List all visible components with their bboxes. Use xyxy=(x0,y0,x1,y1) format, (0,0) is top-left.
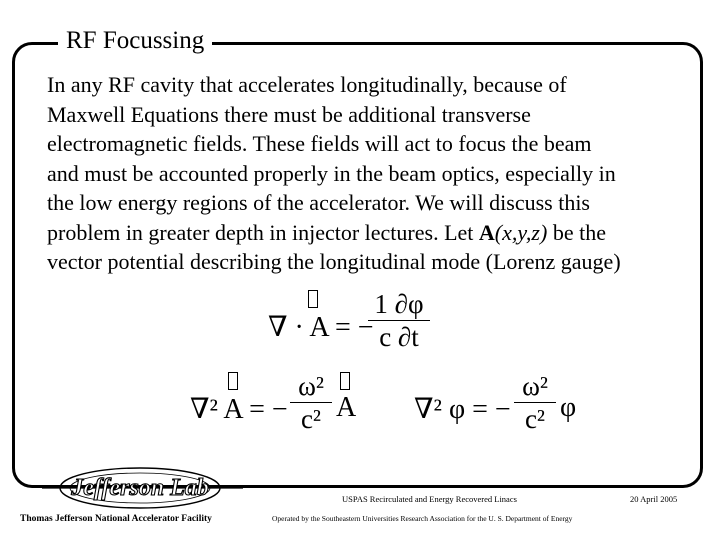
wave-a-denominator: c² xyxy=(300,404,322,434)
wave-equation-phi xyxy=(414,370,584,450)
gauge-numerator: 1 ∂φ xyxy=(374,289,424,319)
body-line-6-end: be the xyxy=(547,219,606,245)
body-line-4: and must be accounted properly in the beam optics, especially in xyxy=(47,160,616,186)
wave-equation-a xyxy=(190,370,370,450)
vector-potential-args: (x,y,z) xyxy=(494,219,548,245)
course-name: USPAS Recirculated and Energy Recovered Linacs xyxy=(342,494,517,504)
wave-phi-numerator: ω² xyxy=(522,371,548,401)
wave-phi-denominator: c² xyxy=(524,404,546,434)
operator-statement: Operated by the Southeastern Universities Research Association for the U. S. Department of Energy xyxy=(272,514,573,523)
vector-arrow-placeholder xyxy=(308,290,318,308)
body-line-2: Maxwell Equations there must be additional transverse xyxy=(47,101,531,127)
gauge-lhs: ∇ · A = − xyxy=(268,312,374,343)
wave-phi-lhs: ∇² φ = − xyxy=(414,394,511,425)
wave-a-lhs: ∇² A = − xyxy=(190,394,288,425)
body-line-6 xyxy=(47,218,692,248)
body-line-6-start: problem in greater depth in injector lectures. Let xyxy=(47,219,479,245)
wave-a-numerator: ω² xyxy=(298,371,324,401)
vector-potential-symbol: A xyxy=(478,219,495,245)
vector-arrow-placeholder xyxy=(228,372,238,390)
vector-arrow-placeholder xyxy=(340,372,350,390)
presentation-date: 20 April 2005 xyxy=(630,494,678,504)
gauge-denominator: c ∂t xyxy=(379,322,419,352)
wave-phi-rhs: φ xyxy=(560,392,577,423)
wave-a-rhs: A xyxy=(336,392,357,423)
jefferson-lab-logo xyxy=(40,462,245,512)
body-line-5: the low energy regions of the accelerator. We will discuss this xyxy=(47,190,590,215)
body-line-3: electromagnetic fields. These fields will act to focus the beam xyxy=(47,131,592,156)
logo-text: Jefferson Lab xyxy=(71,475,209,501)
gauge-fraction xyxy=(368,288,430,353)
body-line-1: In any RF cavity that accelerates longitudinally, because of xyxy=(47,72,567,97)
slide-title: RF Focussing xyxy=(58,26,212,56)
gauge-equation xyxy=(268,288,438,368)
body-line-7: vector potential describing the longitudinal mode (Lorenz gauge) xyxy=(47,249,621,274)
wave-a-fraction xyxy=(290,370,332,435)
wave-phi-fraction xyxy=(514,370,556,435)
body-paragraph xyxy=(47,70,692,277)
organization-name: Thomas Jefferson National Accelerator Facility xyxy=(20,514,212,524)
